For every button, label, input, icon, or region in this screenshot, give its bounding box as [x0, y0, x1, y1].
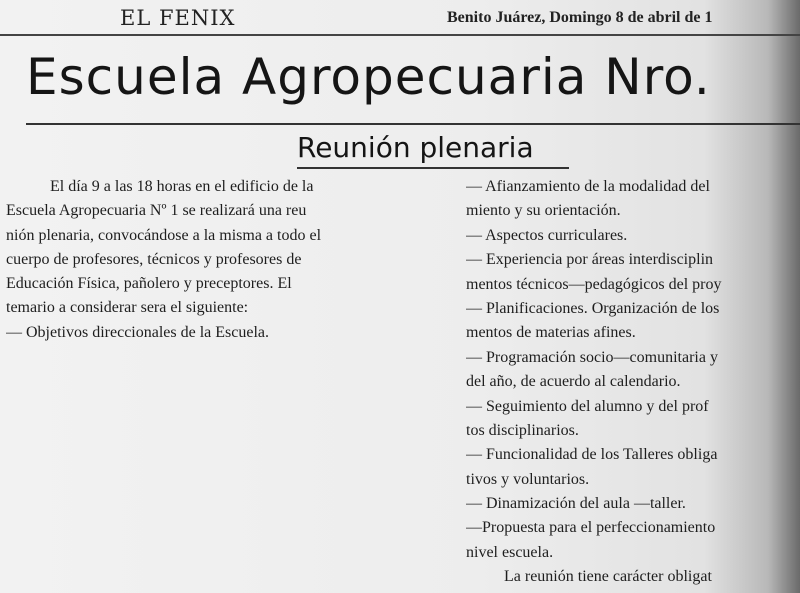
masthead — [0, 4, 800, 34]
text-line: — Afianzamiento de la modalidad del — [466, 178, 710, 195]
text-line: — Programación socio—comunitaria y — [466, 348, 718, 366]
text-line: —Propuesta para el perfeccionamiento — [466, 519, 716, 537]
masthead-rule — [0, 34, 800, 36]
headline-rule — [26, 123, 800, 125]
text-line: — Objetivos direccionales de la Escuela. — [6, 323, 270, 341]
text-line: — Experiencia por áreas interdisciplin — [466, 251, 714, 269]
text-line: tivos y voluntarios. — [466, 470, 590, 488]
article-subheadline: Reunión plenaria — [297, 131, 534, 164]
text-line: El día 9 a las 18 horas en el edificio de la — [50, 178, 314, 195]
article-headline: Escuela Agropecuaria Nro. — [26, 48, 711, 106]
dateline: Benito Juárez, Domingo 8 de abril de 1 — [447, 9, 713, 26]
text-line: — Dinamización del aula —taller. — [466, 495, 686, 513]
text-line: del año, de acuerdo al calendario. — [466, 373, 681, 391]
text-line: cuerpo de profesores, técnicos y profesores de — [6, 250, 302, 268]
text-line: Educación Física, pañolero y preceptores. El — [6, 275, 292, 293]
text-line: mentos de materias afines. — [466, 324, 636, 342]
text-line: tos disciplinarios. — [466, 421, 579, 439]
text-line: temario a considerar sera el siguiente: — [6, 299, 249, 317]
text-line: nión plenaria, convocándose a la misma a todo el — [6, 226, 322, 244]
left-column — [6, 175, 431, 345]
text-line: Escuela Agropecuaria Nº 1 se realizará una reu — [6, 202, 307, 220]
text-line: — Planificaciones. Organización de los — [466, 299, 720, 317]
newspaper-name: EL FENIX — [120, 6, 236, 30]
right-column — [466, 175, 800, 590]
text-line: miento y su orientación. — [466, 202, 621, 220]
text-line: — Funcionalidad de los Talleres obliga — [466, 446, 718, 464]
subheadline-underline — [297, 167, 569, 169]
text-line: mentos técnicos—pedagógicos del proy — [466, 275, 722, 293]
text-line: La reunión tiene carácter obligat — [504, 568, 712, 586]
text-line: — Aspectos curriculares. — [466, 226, 628, 244]
text-line: nivel escuela. — [466, 543, 554, 561]
text-line: — Seguimiento del alumno y del prof — [466, 397, 709, 415]
